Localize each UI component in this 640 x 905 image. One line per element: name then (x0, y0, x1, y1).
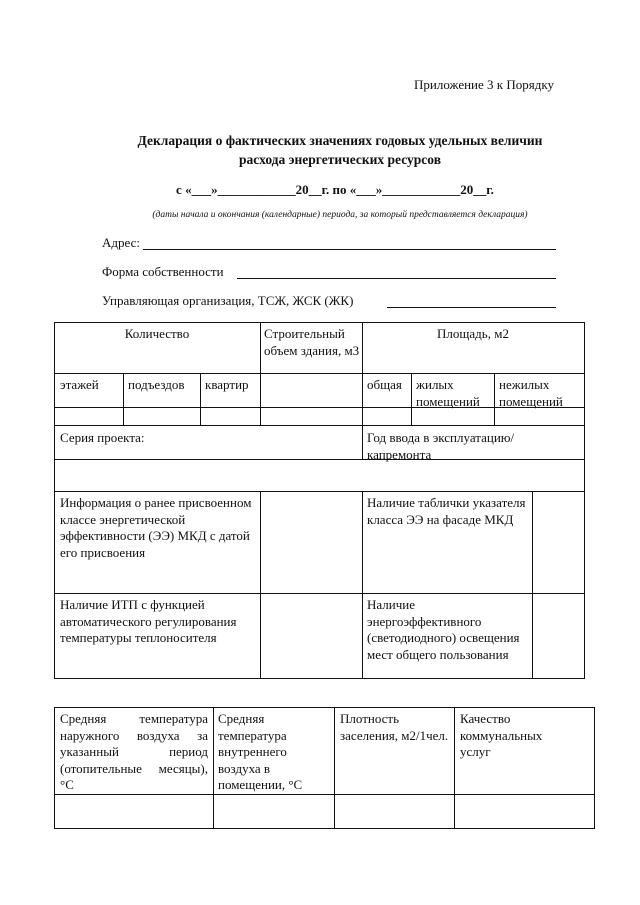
declaration-title (80, 131, 600, 169)
title-line-1: Декларация о фактических значениях годовых удельных величин (137, 133, 543, 148)
area-header: Площадь, м2 (437, 326, 509, 341)
management-label: Управляющая организация, ТСЖ, ЖСК (ЖК) (102, 293, 354, 308)
nonresidential-area-header: нежилых помещений (499, 377, 563, 409)
commission-year-label: Год ввода в эксплуатацию/ капремонта (367, 430, 515, 462)
period-caption: (даты начала и окончания (календарные) периода, за который представляется декларация) (152, 210, 528, 220)
residential-area-header: жилых помещений (416, 377, 480, 409)
ownership-label: Форма собственности (102, 264, 224, 279)
floors-header: этажей (60, 377, 99, 392)
outdoor-temp-header: Средняя температура наружного воздуха за указанный период (отопительные месяцы), °С (60, 711, 208, 792)
title-line-2: расхода энергетических ресурсов (239, 152, 441, 167)
reporting-period: с «___»____________20__г. по «___»____________20__г. (176, 182, 494, 197)
entrances-header: подъездов (128, 377, 185, 392)
address-field[interactable] (143, 249, 556, 250)
management-field[interactable] (387, 307, 556, 308)
total-area-header: общая (367, 377, 402, 392)
energy-class-sign-label: Наличие таблички указателя класса ЭЭ на фасаде МКД (367, 495, 526, 527)
lighting-label: Наличие энергоэффективного (светодиодного) освещения мест общего пользования (367, 597, 520, 662)
ownership-field[interactable] (237, 278, 556, 279)
itp-label: Наличие ИТП с функцией автоматического регулирования температуры теплоносителя (60, 597, 237, 645)
appendix-reference: Приложение 3 к Порядку (414, 77, 554, 92)
indoor-temp-header: Средняя температура внутреннего воздуха в помещении, °С (218, 711, 303, 792)
volume-header: Строительный объем здания, м3 (264, 326, 360, 358)
project-series-label: Серия проекта: (60, 430, 145, 445)
density-header: Плотность заселения, м2/1чел. (340, 711, 449, 743)
address-label: Адрес: (102, 235, 140, 250)
quantity-header: Количество (124, 326, 190, 341)
apartments-header: квартир (205, 377, 249, 392)
energy-class-info-label: Информация о ранее присвоенном классе энергетической эффективности (ЭЭ) МКД с датой его присвоения (60, 495, 252, 560)
quality-header: Качество коммунальных услуг (460, 711, 543, 759)
